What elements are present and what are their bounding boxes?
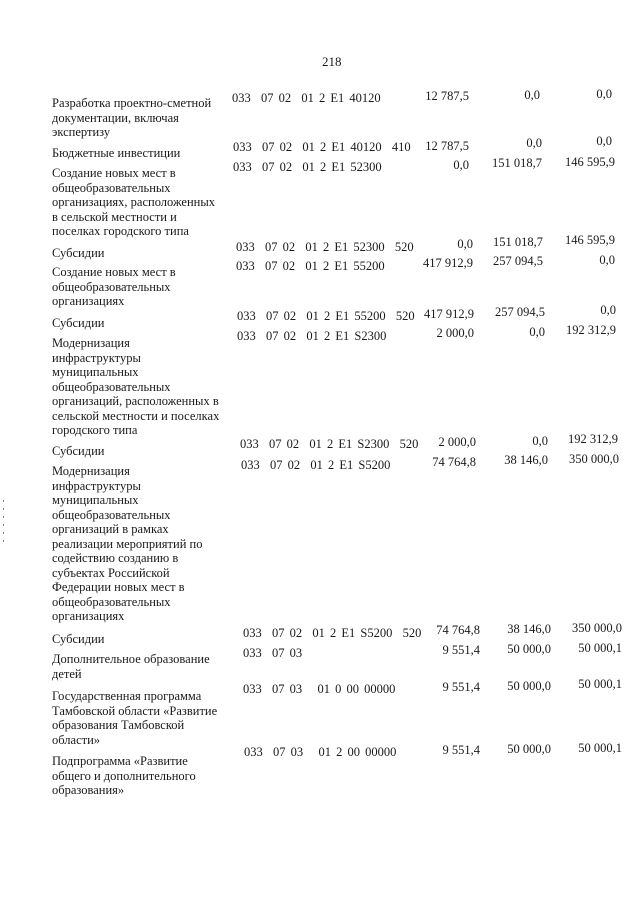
row-value-2: 50 000,0 (507, 642, 551, 656)
row-value-3: 0,0 (600, 303, 616, 317)
row-name: Субсидии (52, 444, 105, 458)
row-value-2: 38 146,0 (504, 453, 548, 467)
row-name: Создание новых мест в общеобразовательных организациях (52, 265, 176, 308)
row-name: Государственная программа Тамбовской области «Развитие образования Тамбовской области» (52, 689, 218, 747)
row-value-2: 151 018,7 (493, 235, 543, 249)
row-value-3: 350 000,0 (569, 452, 619, 466)
row-value-1: 2 000,0 (438, 435, 476, 449)
row-code: 033 07 02 01 2 Е1 55200 (236, 259, 385, 273)
row-code: 033 07 02 01 2 Е1 40120 410 (233, 140, 411, 154)
row-code: 033 07 02 01 2 Е1 55200 520 (237, 309, 415, 323)
row-name: Субсидии (52, 632, 105, 646)
row-value-2: 0,0 (529, 325, 545, 339)
row-name: Разработка проектно-сметной документации, включая экспертизу (52, 96, 212, 139)
row-name: Дополнительное образование детей (52, 652, 210, 681)
row-name: Подпрограмма «Развитие общего и дополнительного образования» (52, 754, 196, 797)
row-value-3: 50 000,1 (578, 677, 622, 691)
row-value-3: 146 595,9 (565, 233, 615, 247)
row-value-3: 0,0 (596, 134, 612, 148)
row-value-1: 74 764,8 (432, 455, 476, 469)
row-value-1: 417 912,9 (424, 307, 474, 321)
row-code: 033 07 02 01 2 Е1 S5200 520 (243, 626, 422, 640)
row-name: Субсидии (52, 316, 105, 330)
row-value-1: 9 551,4 (442, 743, 480, 757)
row-value-1: 9 551,4 (442, 643, 480, 657)
row-value-2: 151 018,7 (492, 156, 542, 170)
row-code: 033 07 02 01 2 Е1 S5200 (241, 458, 391, 472)
row-name: Модернизация инфраструктуры муниципальных общеобразовательных организаций, расположенных в сельской местности и поселках городского типа (52, 336, 220, 437)
row-code: 033 07 02 01 2 Е1 52300 (233, 160, 382, 174)
row-value-2: 38 146,0 (507, 622, 551, 636)
row-value-2: 50 000,0 (507, 742, 551, 756)
row-value-1: 12 787,5 (425, 89, 469, 103)
row-value-3: 50 000,1 (578, 741, 622, 755)
row-value-2: 0,0 (524, 88, 540, 102)
row-code: 033 07 02 01 2 Е1 52300 520 (236, 240, 414, 254)
row-value-3: 350 000,0 (572, 621, 622, 635)
row-code: 033 07 02 01 2 Е1 S2300 520 (240, 437, 419, 451)
row-name: Создание новых мест в общеобразовательных организациях, расположенных в сельской местности и поселках городского типа (52, 166, 216, 238)
row-code: 033 07 03 (243, 646, 303, 660)
row-value-2: 50 000,0 (507, 679, 551, 693)
scan-margin-mark (2, 500, 5, 560)
row-value-3: 192 312,9 (568, 432, 618, 446)
row-code: 033 07 02 01 2 Е1 40120 (232, 91, 381, 105)
page-number: 218 (322, 54, 342, 69)
row-code: 033 07 02 01 2 Е1 S2300 (237, 329, 387, 343)
row-value-1: 12 787,5 (425, 139, 469, 153)
row-value-1: 2 000,0 (436, 326, 474, 340)
row-value-3: 192 312,9 (566, 323, 616, 337)
row-value-3: 146 595,9 (565, 155, 615, 169)
row-value-3: 0,0 (596, 87, 612, 101)
row-name: Субсидии (52, 246, 105, 260)
row-value-3: 0,0 (599, 253, 615, 267)
row-value-2: 0,0 (526, 136, 542, 150)
row-value-1: 0,0 (457, 237, 473, 251)
row-value-2: 257 094,5 (495, 305, 545, 319)
row-value-2: 257 094,5 (493, 254, 543, 268)
row-value-1: 74 764,8 (436, 623, 480, 637)
row-value-1: 417 912,9 (423, 256, 473, 270)
row-value-3: 50 000,1 (578, 641, 622, 655)
row-value-1: 0,0 (453, 158, 469, 172)
row-name: Бюджетные инвестиции (52, 146, 181, 160)
row-value-2: 0,0 (532, 434, 548, 448)
row-name: Модернизация инфраструктуры муниципальных общеобразовательных организаций в рамках реализации мероприятий по содействию созданию в субъектах Российской Федерации новых мест в общеобразовательных организациях (52, 464, 203, 623)
row-code: 033 07 03 01 2 00 00000 (244, 745, 397, 759)
row-code: 033 07 03 01 0 00 00000 (243, 682, 396, 696)
row-value-1: 9 551,4 (442, 680, 480, 694)
